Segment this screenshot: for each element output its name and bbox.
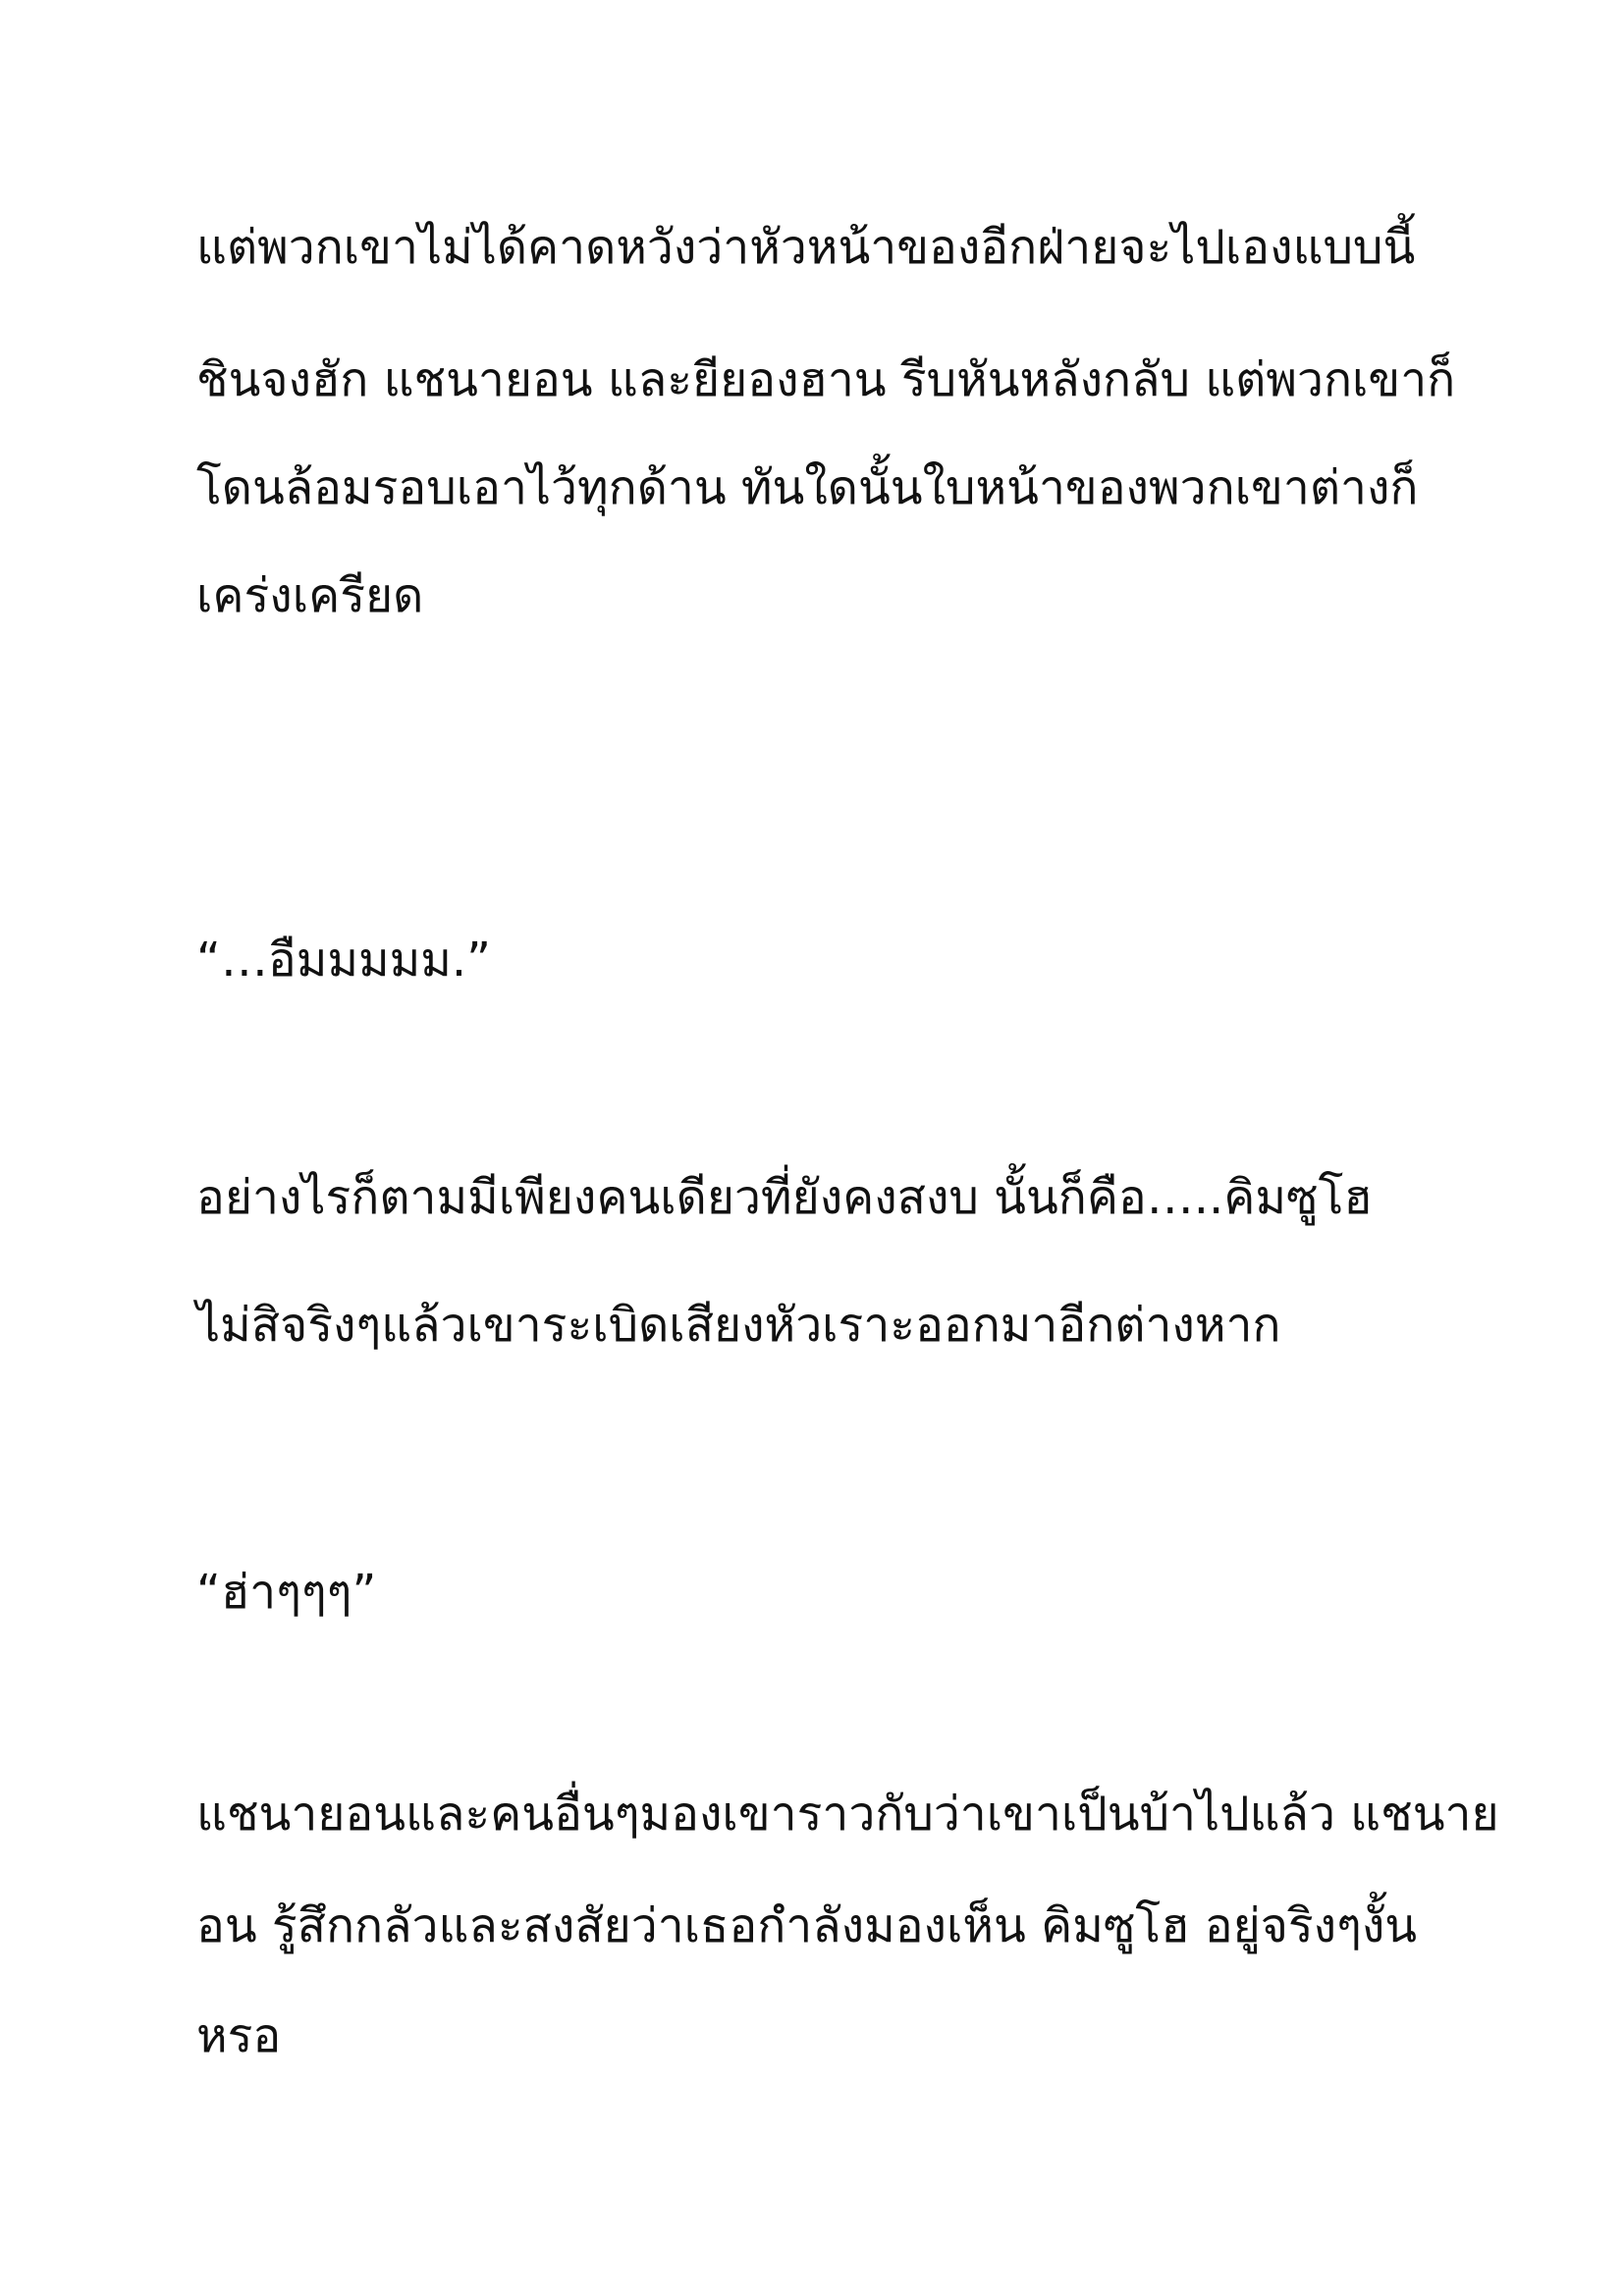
paragraph-4-line-2: ไม่สิจริงๆแล้วเขาระเบิดเสียงหัวเราะออกมาอีกต่างหาก (196, 1298, 1281, 1353)
paragraph-4-line-1: อย่างไรก็ตามมีเพียงคนเดียวที่ยังคงสงบ นั้นก็คือ…..คิมซูโฮ (196, 1170, 1373, 1225)
paragraph-6-line-3: หรอ (196, 2008, 282, 2063)
paragraph-6-line-1: แชนายอนและคนอื่นๆมองเขาราวกับว่าเขาเป็นบ้าไปแล้ว แชนาย (196, 1787, 1499, 1842)
paragraph-2-line-3: เคร่งเครียด (196, 568, 424, 623)
paragraph-1-line-1: แต่พวกเขาไม่ได้คาดหวังว่าหัวหน้าของอีกฝ่ายจะไปเองแบบนี้ (196, 220, 1416, 275)
paragraph-6-line-2: อน รู้สึกกลัวและสงสัยว่าเธอกำลังมองเห็น คิมซูโฮ อยู่จริงๆงั้น (196, 1898, 1418, 1953)
dialogue-line-1: “…อืมมมมม.” (196, 933, 492, 988)
paragraph-2-line-1: ชินจงฮัก แชนายอน และยียองฮาน รีบหันหลังกลับ แต่พวกเขาก็ (196, 352, 1456, 407)
dialogue-line-2: “ฮ่าๆๆๆ” (196, 1565, 377, 1620)
paragraph-2-line-2: โดนล้อมรอบเอาไว้ทุกด้าน ทันใดนั้นใบหน้าของพวกเขาต่างก็ (196, 460, 1419, 515)
